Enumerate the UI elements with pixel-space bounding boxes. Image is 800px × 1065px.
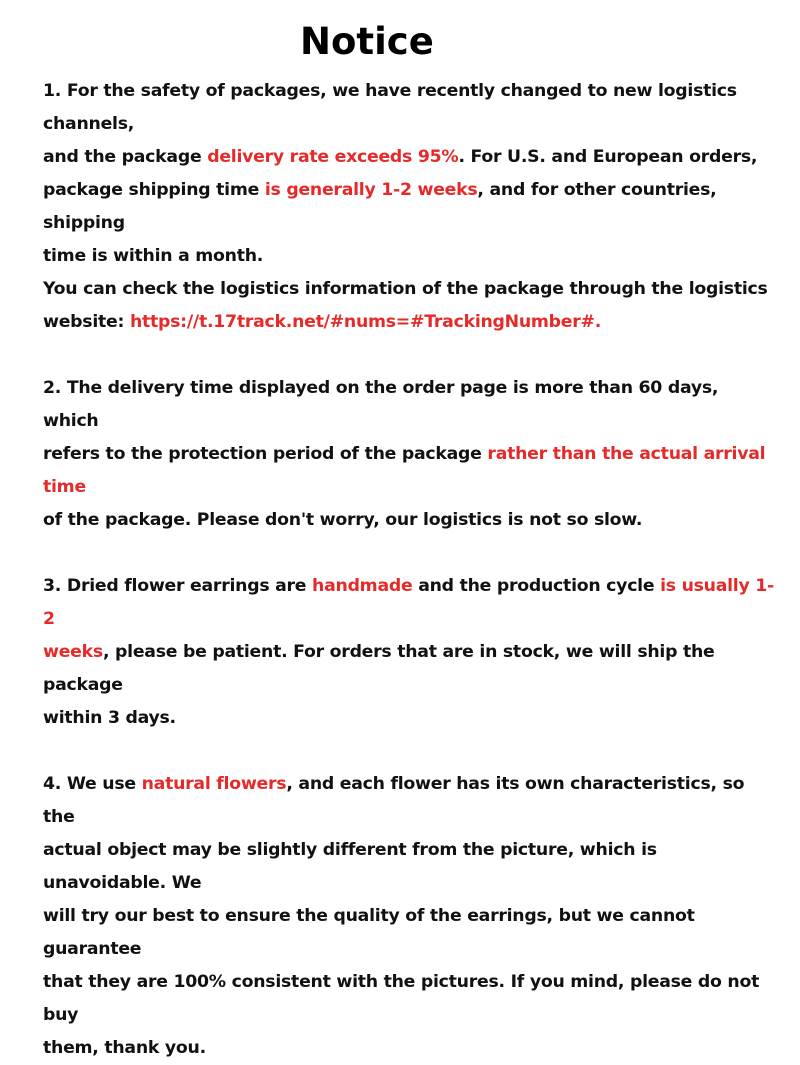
text-line	[43, 900, 778, 966]
text-segment: 3. Dried flower earrings are	[43, 576, 313, 596]
text-segment: within 3 days.	[43, 708, 176, 728]
text-line	[43, 141, 778, 174]
notice-paragraph-4	[43, 768, 778, 1065]
highlighted-text: https://t.17track.net/#nums=#TrackingNumber#.	[129, 312, 602, 332]
text-segment: and the package	[43, 147, 208, 167]
paragraph-spacer	[43, 735, 778, 768]
highlighted-text: rather than the actual arrival time	[43, 444, 766, 497]
text-line	[43, 966, 778, 1032]
highlighted-text: handmade	[312, 576, 413, 596]
paragraph-spacer	[43, 339, 778, 372]
text-segment: will try our best to ensure the quality of the earrings, but we cannot guarantee	[43, 906, 695, 959]
text-segment: time is within a month.	[43, 246, 264, 266]
text-line	[43, 438, 778, 504]
notice-paragraph-3	[43, 570, 778, 735]
text-segment: , and for other countries, shipping	[43, 180, 717, 233]
highlighted-text: delivery rate exceeds 95%	[207, 147, 459, 167]
text-line	[43, 306, 778, 339]
notice-paragraph-2	[43, 372, 778, 537]
text-line	[43, 372, 778, 438]
text-segment: that they are 100% consistent with the pictures. If you mind, please do not buy	[43, 972, 760, 1025]
text-line	[43, 702, 778, 735]
text-segment: 4. We use	[43, 774, 142, 794]
text-segment: , please be patient. For orders that are in stock, we will ship the package	[43, 642, 715, 695]
text-line	[43, 75, 778, 141]
text-segment: website:	[43, 312, 130, 332]
highlighted-text: natural flowers	[141, 774, 287, 794]
text-segment: 2. The delivery time displayed on the order page is more than 60 days, which	[43, 378, 719, 431]
text-segment: . For U.S. and European orders,	[458, 147, 758, 167]
text-segment: , and each flower has its own characteristics, so the	[43, 774, 745, 827]
text-segment: of the package. Please don't worry, our logistics is not so slow.	[43, 510, 643, 530]
paragraph-spacer	[43, 537, 778, 570]
notice-paragraph-1	[43, 75, 778, 339]
text-segment: package shipping time	[43, 180, 265, 200]
text-segment: actual object may be slightly different from the picture, which is unavoidable. We	[43, 840, 657, 893]
text-line	[43, 768, 778, 834]
text-line	[43, 834, 778, 900]
text-line	[43, 636, 778, 702]
text-line	[43, 1032, 778, 1065]
text-line	[43, 240, 778, 273]
text-segment: You can check the logistics information of the package through the logistics	[43, 279, 768, 299]
text-segment: them, thank you.	[43, 1038, 206, 1058]
highlighted-text: is usually 1-2	[43, 576, 774, 629]
text-segment: and the production cycle	[412, 576, 661, 596]
highlighted-text: weeks	[43, 642, 103, 662]
notice-body	[43, 75, 778, 1065]
text-line	[43, 504, 778, 537]
text-line	[43, 273, 778, 306]
highlighted-text: is generally 1-2 weeks	[264, 180, 478, 200]
text-segment: 1. For the safety of packages, we have recently changed to new logistics channels,	[43, 81, 737, 134]
text-segment: refers to the protection period of the package	[43, 444, 488, 464]
text-line	[43, 174, 778, 240]
text-line	[43, 570, 778, 636]
page-title: Notice	[300, 20, 434, 63]
